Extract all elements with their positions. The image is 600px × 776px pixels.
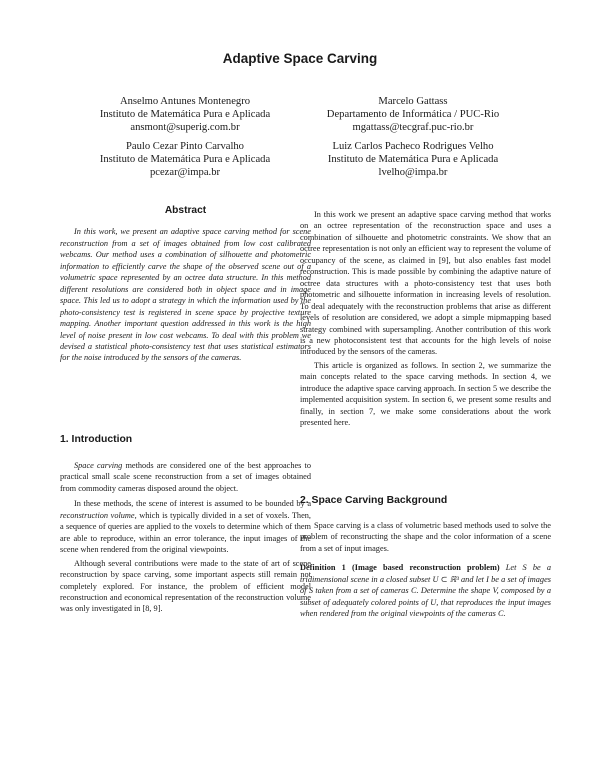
intro-paragraph-3: Although several contributions were made to the state of art of scene reconstruction by space carving, some important aspects still remain not completely explored. For instance, the problem of efficient model reconstruction and economical representation of the reconstruction volume was only investigated in [8, 9]. [60, 558, 311, 614]
author-email: lvelho@impa.br [378, 167, 448, 178]
intro-text: , which is typically divided in a set of voxels. Then, a sequence of queries are applied to the voxels to determine which of them are able to reproduce, within an error tolerance, the input images of the scene when rendered from the original viewpoints. [60, 510, 311, 555]
intro-text: In these methods, the scene of interest is assumed to be bounded by a [74, 499, 311, 509]
author-affiliation: Departamento de Informática / PUC-Rio [326, 109, 500, 120]
introduction-body [60, 460, 311, 615]
intro-emphasis: reconstruction volume [60, 510, 135, 520]
author-block-3 [76, 140, 294, 179]
section-heading-introduction: 1. Introduction [60, 434, 133, 445]
section-heading-background: 2. Space Carving Background [300, 495, 448, 506]
intro-text: methods are considered one of the best approaches to practical small scale scene reconstruction from a set of images obtained from commodity cameras disposed around the object. [60, 461, 311, 493]
background-body [300, 520, 551, 620]
definition-text: Let S be a tridimensional scene in a closed subset U ⊂ ℝ³ and let I be a set of images of S taken from a set of cameras C. Determine the shape V, composed by a subset of adequately colored points of U, that reproduces the input images when rendered from the original viewpoints of the cameras C. [300, 563, 552, 619]
intro-emphasis: Space carving [74, 461, 123, 470]
author-name: Anselmo Antunes Montenegro [119, 96, 251, 107]
author-affiliation: Instituto de Matemática Pura e Aplicada [99, 154, 271, 165]
author-name: Luiz Carlos Pacheco Rodrigues Velho [332, 141, 494, 152]
author-block-4 [300, 140, 526, 179]
abstract-heading: Abstract [164, 205, 207, 216]
author-block-2 [300, 95, 526, 134]
author-email: mgattass@tecgraf.puc-rio.br [352, 122, 474, 133]
right-paragraph-1: In this work we present an adaptive space carving method that works on an octree representation of the reconstruction space and uses a combination of silhouette and photometric constraints. We show that an octree representation is not only an efficient way to represent the volume of occupancy of the scene, as claimed in [9], but also enables fast model reconstruction. This is made possible by combining the adaptive nature of octree data structures with a photo-consistency test that uses both photometric and silhouette information in increasing levels of resolution. To deal adequately with the reconstruction problems that arise as different levels of resolution are considered, we adopt a simple mipmapping based strategy combined with supersampling. Another contribution of this work is a new photoconsistent test that accounts for the high levels of noise introduced by the sensors of the cameras. [300, 210, 551, 357]
author-affiliation: Instituto de Matemática Pura e Aplicada [99, 109, 271, 120]
author-name: Paulo Cezar Pinto Carvalho [126, 141, 244, 152]
author-email: ansmont@superig.com.br [130, 122, 240, 133]
right-column [300, 209, 551, 429]
abstract-text: In this work, we present an adaptive space carving method for scene reconstruction from a set of images obtained from low cost calibrated webcams. Our method uses a combination of silhouette and photometric information to efficiently carve the shape of the observed scene out of a volumetric space represented by an octree data structure. In this method different resolutions are considered both in object space and in image space. This led us to adopt a strategy in which the information used by the photo-consistency test is registered in scene space by projective texture mapping. Another important question addressed in this work is the high level of noise present in low cost webcams. To deal with this problem we devised a statistical photo-consistency test that uses statistical estimators for the noise introduced by the sensors of the cameras. [60, 227, 311, 363]
author-block-1 [76, 95, 294, 134]
definition-1 [300, 562, 551, 619]
right-paragraph-2: This article is organized as follows. In section 2, we summarize the main concepts related to the space carving methods. In section 4, we introduce the adaptive space carving approach. In section 5 we describe the implemented acquisition system. In section 6, we present some results and finally, in section 7, we make some considerations about the work presented here. [300, 360, 551, 428]
author-name: Marcelo Gattass [378, 96, 448, 107]
background-paragraph: Space carving is a class of volumetric based methods used to solve the problem of reconstructing the shape and the color information of a scene from a set of input images. [300, 521, 551, 553]
paper-title: Adaptive Space Carving [222, 51, 378, 66]
intro-paragraph-1 [60, 460, 311, 494]
definition-heading: Definition 1 (Image based reconstruction problem) [300, 563, 500, 573]
intro-paragraph-2 [60, 498, 311, 555]
left-column [60, 205, 311, 364]
author-affiliation: Instituto de Matemática Pura e Aplicada [327, 154, 499, 165]
author-email: pcezar@impa.br [149, 167, 221, 178]
